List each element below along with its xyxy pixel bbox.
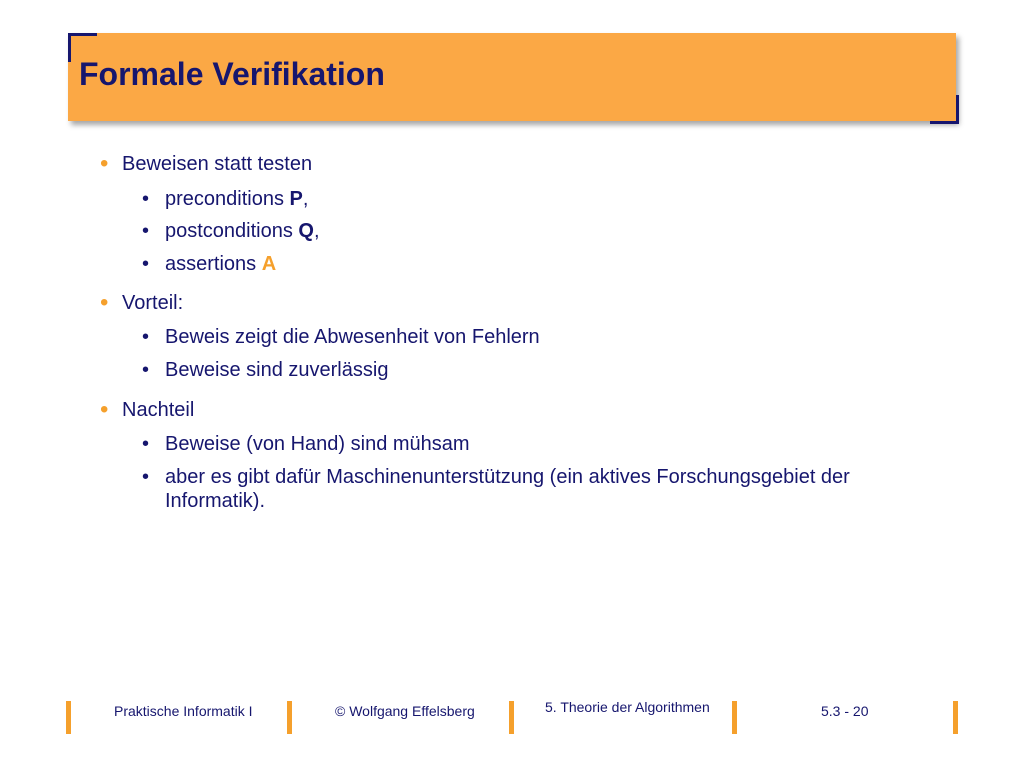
sub-text: Beweise (von Hand) sind mühsam bbox=[165, 433, 470, 455]
bullet-beweisen bbox=[100, 150, 313, 177]
sub-disadvantage-2 bbox=[142, 465, 925, 513]
sub-bullet-dot: • bbox=[142, 188, 150, 210]
slide-title: Formale Verifikation bbox=[79, 56, 385, 92]
sub-text: Beweis zeigt die Abwesenheit von Fehlern bbox=[165, 326, 540, 348]
sub-bullet-dot: • bbox=[142, 220, 150, 242]
footer-author: © Wolfgang Effelsberg bbox=[335, 703, 475, 719]
footer-divider bbox=[66, 701, 71, 734]
sub-tail: , bbox=[302, 188, 309, 210]
sub-bullet-dot: • bbox=[142, 326, 150, 348]
sub-bullet-dot: • bbox=[142, 466, 150, 488]
footer-course: Praktische Informatik I bbox=[114, 703, 253, 719]
footer-divider bbox=[953, 701, 958, 734]
sub-assertions bbox=[142, 252, 277, 276]
sub-bullet-dot: • bbox=[142, 253, 150, 275]
sub-text: preconditions bbox=[165, 188, 290, 210]
sub-tail: , bbox=[313, 220, 320, 242]
symbol-a: A bbox=[261, 253, 277, 275]
bullet-dot: • bbox=[100, 289, 109, 316]
sub-text: Beweise sind zuverlässig bbox=[165, 359, 389, 381]
bullet-text: Vorteil: bbox=[122, 292, 184, 314]
sub-advantage-2 bbox=[142, 358, 389, 382]
sub-bullet-dot: • bbox=[142, 433, 150, 455]
sub-postconditions bbox=[142, 219, 320, 243]
bullet-dot: • bbox=[100, 396, 109, 423]
footer-chapter: 5. Theorie der Algorithmen bbox=[545, 699, 710, 715]
sub-bullet-dot: • bbox=[142, 359, 150, 381]
bullet-text: Beweisen statt testen bbox=[122, 153, 313, 175]
bullet-text: Nachteil bbox=[122, 399, 195, 421]
footer-page-number: 5.3 - 20 bbox=[821, 703, 869, 719]
sub-disadvantage-1 bbox=[142, 432, 470, 456]
bullet-nachteil bbox=[100, 396, 195, 423]
sub-text: aber es gibt dafür Maschinenunterstützung (ein aktives Forschungsgebiet der Informatik). bbox=[165, 466, 850, 512]
footer-divider bbox=[732, 701, 737, 734]
sub-text: assertions bbox=[165, 253, 262, 275]
symbol-q: Q bbox=[298, 220, 314, 242]
bullet-vorteil bbox=[100, 289, 184, 316]
sub-text: postconditions bbox=[165, 220, 299, 242]
symbol-p: P bbox=[289, 188, 303, 210]
footer-divider bbox=[509, 701, 514, 734]
sub-preconditions bbox=[142, 187, 309, 211]
sub-advantage-1 bbox=[142, 325, 540, 349]
footer-divider bbox=[287, 701, 292, 734]
bullet-dot: • bbox=[100, 150, 109, 177]
